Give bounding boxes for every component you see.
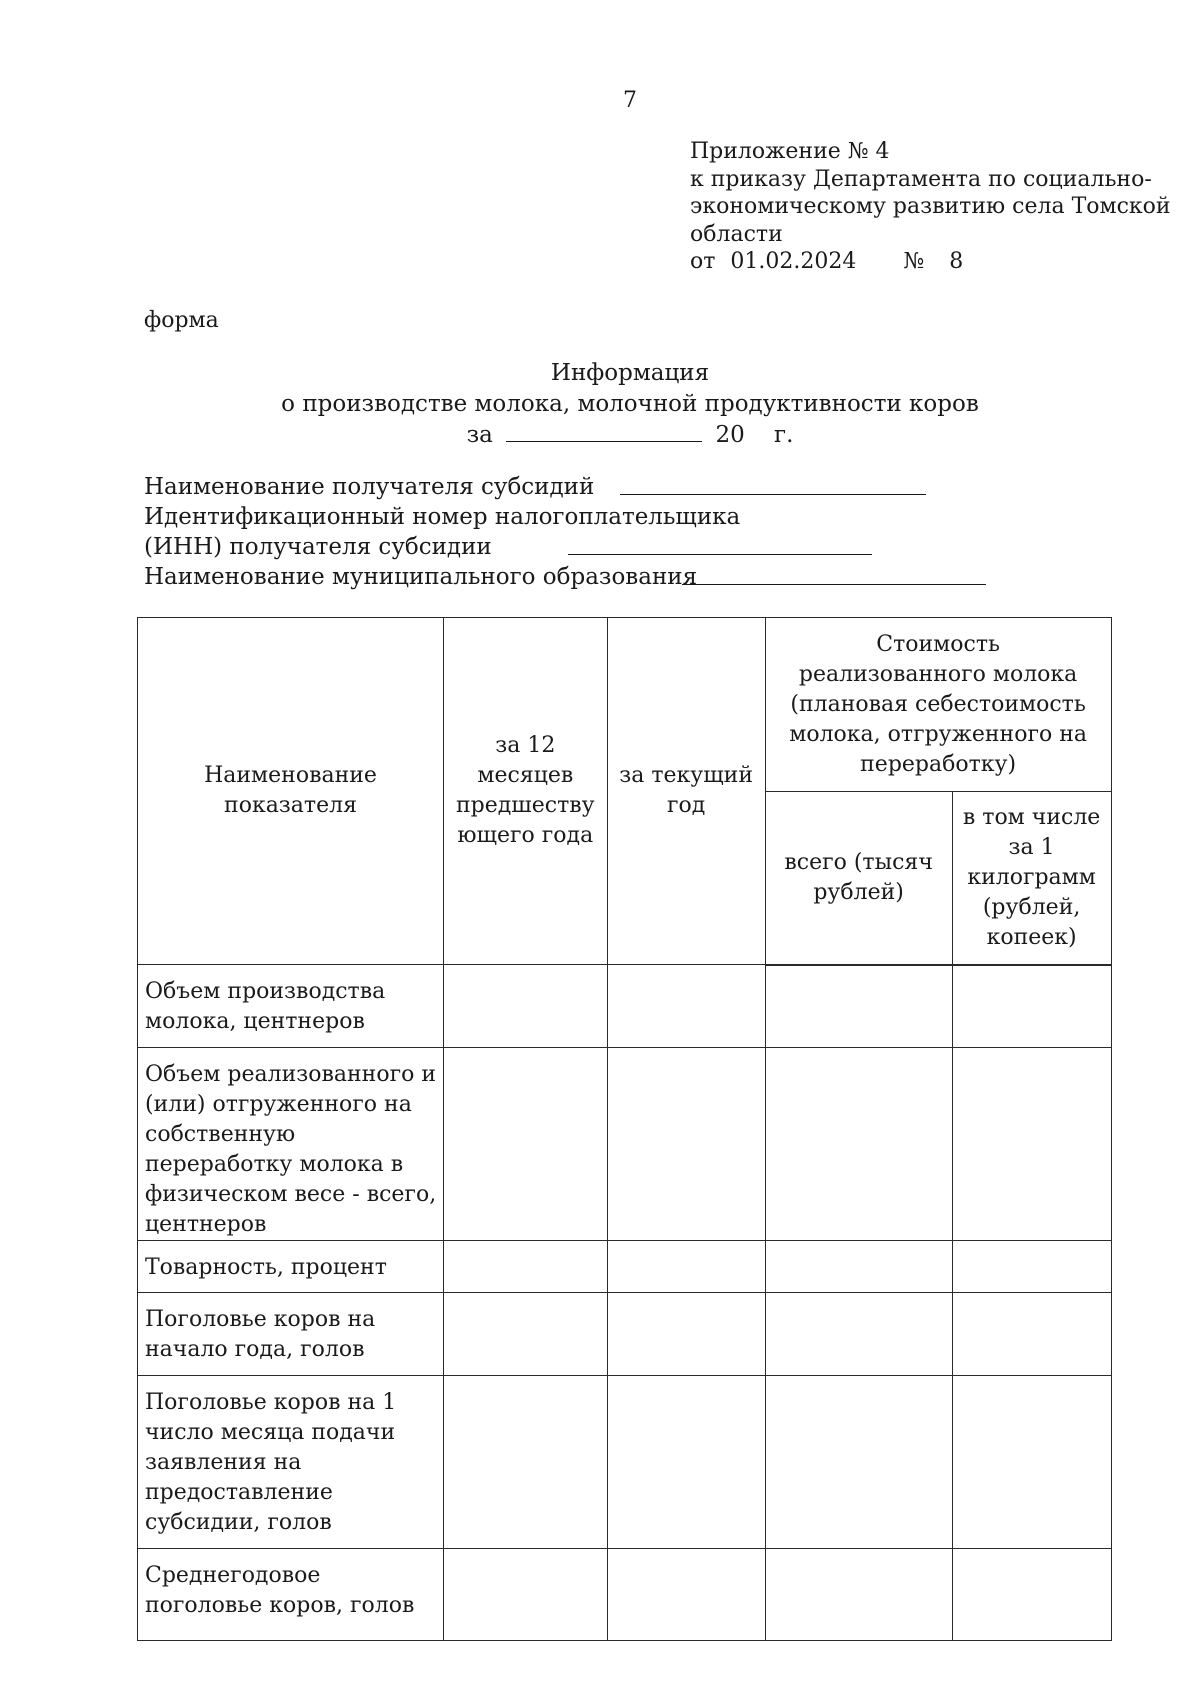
data-cell[interactable] [952,1293,1111,1376]
field-label: Идентификационный номер налогоплательщика [144,504,741,530]
data-cell[interactable] [607,1293,765,1376]
appendix-title: Приложение № 4 [690,139,890,164]
data-cell[interactable] [444,1549,608,1641]
data-cell[interactable] [607,1241,765,1293]
data-cell[interactable] [607,1549,765,1641]
field-inn-cont [144,532,1144,562]
header-cost-per-kg: в том числе за 1 килограмм (рублей, копеек) [952,792,1111,965]
inn-blank[interactable] [568,532,872,555]
number-prefix: № [903,249,925,274]
row-label: Поголовье коров на начало года, голов [138,1293,444,1376]
period-year: 20 [715,422,745,448]
header-cost-total: всего (тысяч рублей) [765,792,952,965]
field-municipality [144,562,1144,592]
table-row [138,1293,1112,1376]
title-line-2: о производстве молока, молочной продуктивности коров [281,391,979,417]
header-current-year: за текущий год [607,618,765,965]
field-label: (ИНН) получателя субсидии [144,534,492,560]
table-row [138,1048,1112,1241]
period-suffix: г. [774,422,794,448]
field-label: Наименование получателя субсидий [144,474,595,500]
milk-production-table [137,617,1112,1641]
data-cell[interactable] [952,1241,1111,1293]
data-cell[interactable] [765,1376,952,1549]
data-cell[interactable] [444,1376,608,1549]
row-label: Среднегодовое поголовье коров, голов [138,1549,444,1641]
data-cell[interactable] [765,1241,952,1293]
data-cell[interactable] [952,1048,1111,1241]
recipient-name-blank[interactable] [620,472,926,495]
page-number: 7 [623,88,637,113]
data-cell[interactable] [765,1048,952,1241]
title-period [0,420,1200,451]
table-row [138,1241,1112,1293]
document-title [0,358,1200,451]
data-cell[interactable] [444,1048,608,1241]
data-cell[interactable] [952,1376,1111,1549]
appendix-order-line: области [690,221,783,247]
appendix-date-number [690,248,1160,276]
period-prefix: за [466,422,493,448]
data-cell[interactable] [952,965,1111,1048]
appendix-order-line: к приказу Департамента по социально- [690,166,1152,192]
header-indicator: Наименование показателя [138,618,444,965]
header-prev-12-months: за 12 месяцев предшеству ющего года [444,618,608,965]
data-cell[interactable] [765,965,952,1048]
data-cell[interactable] [444,1293,608,1376]
table-row [138,965,1112,1048]
municipality-blank[interactable] [682,562,986,585]
row-label: Объем производства молока, центнеров [138,965,444,1048]
data-cell[interactable] [765,1293,952,1376]
data-cell[interactable] [765,1549,952,1641]
data-cell[interactable] [444,1241,608,1293]
row-label: Товарность, процент [138,1241,444,1293]
table-row [138,1549,1112,1641]
field-recipient-name [144,472,1144,502]
date-prefix: от [690,249,716,274]
data-cell[interactable] [607,1376,765,1549]
title-line-1: Информация [550,360,710,386]
header-cost-group: Стоимость реализованного молока (плановая себестоимость молока, отгруженного на переработку) [765,618,1111,792]
data-cell[interactable] [607,1048,765,1241]
data-cell[interactable] [444,965,608,1048]
form-label: форма [144,308,219,333]
recipient-fields [144,472,1144,592]
field-inn [144,502,1144,532]
appendix-order-line: экономическому развитию села Томской [690,194,1171,219]
order-number: 8 [949,249,964,274]
appendix-header [690,138,1171,276]
data-cell[interactable] [607,965,765,1048]
row-label: Объем реализованного и (или) отгруженного на собственную переработку молока в физическом весе - всего, центнеров [138,1048,444,1241]
table-row [138,1376,1112,1549]
data-cell[interactable] [952,1549,1111,1641]
period-blank[interactable] [506,423,702,442]
field-label: Наименование муниципального образования [144,564,698,590]
order-date: 01.02.2024 [730,249,857,274]
row-label: Поголовье коров на 1 число месяца подачи заявления на предоставление субсидии, голов [138,1376,444,1549]
